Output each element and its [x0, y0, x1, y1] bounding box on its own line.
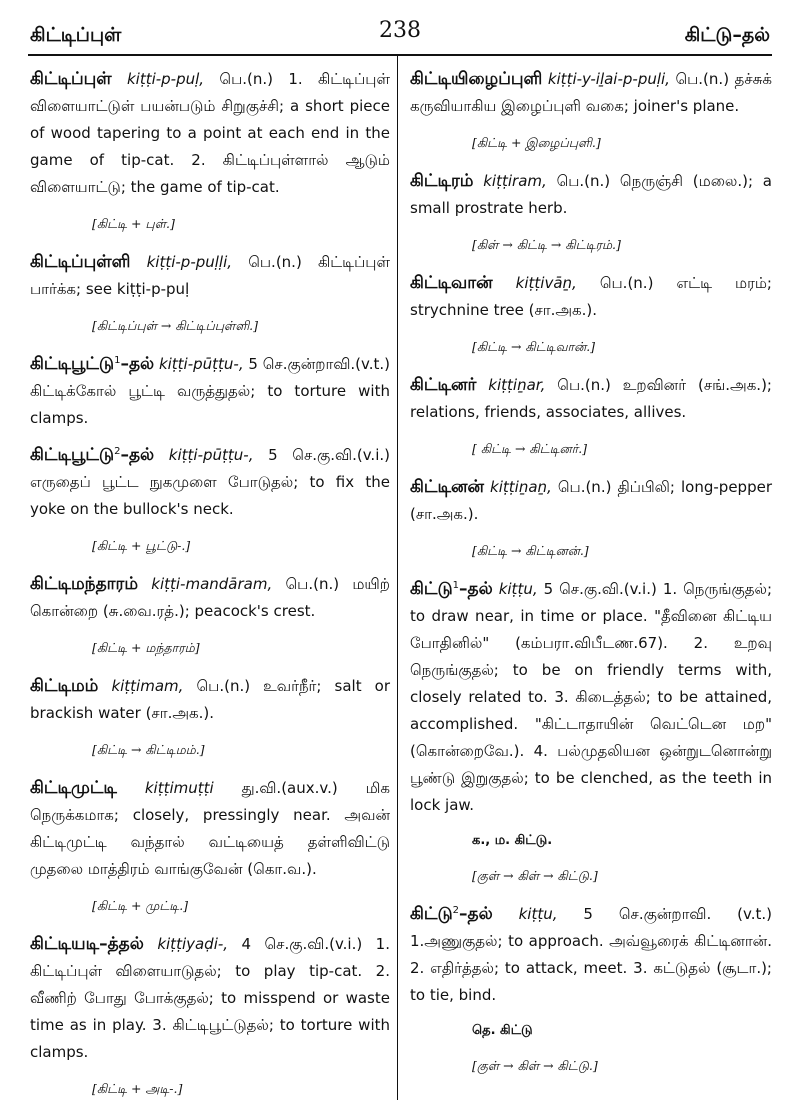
- etymology: [கிட்டி + அடி-.]: [92, 1081, 183, 1096]
- headword: கிட்டிப்புள்ளி: [30, 252, 131, 272]
- headword-suffix: –தல்: [120, 354, 155, 374]
- entry-kittimandaram: [30, 571, 390, 625]
- homonym-number: 1: [114, 355, 121, 366]
- etymology: [கிட்டி → கிட்டினன்.]: [472, 543, 589, 558]
- headword: கிட்டிமம்: [30, 676, 99, 696]
- headword: கிட்டிமுட்டி: [30, 778, 117, 798]
- etymology: [கிட்டி + மந்தாரம்]: [92, 640, 200, 655]
- left-column: [30, 66, 390, 1114]
- definition: பெ.(n.) கிட்டிப்புள் பார்க்க; see kiṭṭi-p-puḷ: [30, 253, 390, 298]
- definition: பெ.(n.) 1. கிட்டிப்புள் விளையாட்டுள் பயன்படும் சிறுகுச்சி; a short piece of wood tapering to a point at each end in the game of tip-cat. 2. கிட்டிப்புள்ளால் ஆடும் விளையாட்டு; the game of tip-cat.: [30, 70, 390, 196]
- definition: பெ.(n.) மயிற் கொன்றை (சு.வை.ரத்.); peacock's crest.: [30, 575, 390, 620]
- entry-kittinan: [410, 474, 772, 528]
- entry-kittiputtu-2: [30, 442, 390, 523]
- headword: கிட்டினர்: [410, 375, 477, 395]
- etymology: [குள் → கிள் → கிட்டு.]: [472, 1058, 598, 1073]
- entry-kittimutti: [30, 775, 390, 883]
- definition: 5 செ.கு.வி.(v.i.) எருதைப் பூட்ட நுகமுளை போடுதல்; to fix the yoke on the bullock's neck.: [30, 446, 390, 518]
- entry-kittiputtu-1: [30, 351, 390, 432]
- etymology: [கிட்டி + முட்டி.]: [92, 898, 189, 913]
- definition: பெ.(n.) உறவினர் (சங்.அக.); relations, friends, associates, allives.: [410, 376, 772, 421]
- entry-kittu-1: [410, 576, 772, 819]
- definition: 4 செ.கு.வி.(v.i.) 1. கிட்டிப்புள் விளையாடுதல்; to play tip-cat. 2. வீணிற் போது போக்குதல்; to misspend or waste time as in play. 3. கிட்டிபூட்டுதல்; to torture with clamps.: [30, 935, 390, 1061]
- headword: கிட்டிப்புள்: [30, 69, 112, 89]
- entry-kittu-2: [410, 901, 772, 1009]
- homonym-number: 2: [114, 446, 121, 457]
- etymology: [கிள் → கிட்டி → கிட்டிரம்.]: [472, 237, 621, 252]
- headword: கிட்டிமந்தாரம்: [30, 574, 138, 594]
- headword-suffix: –தல்: [120, 445, 155, 465]
- entry-kittiram: [410, 168, 772, 222]
- etymology: [கிட்டி + புள்.]: [92, 216, 175, 231]
- etymology: [குள் → கிள் → கிட்டு.]: [472, 868, 598, 883]
- transliteration: kiṭṭimuṭṭi: [144, 779, 214, 797]
- entry-kittippul: [30, 66, 390, 201]
- transliteration: kiṭṭiram,: [483, 172, 547, 190]
- transliteration: kiṭṭiyaḍi-,: [157, 935, 229, 953]
- entry-kittippulli: [30, 249, 390, 303]
- headword: கிட்டிபூட்டு: [30, 445, 115, 465]
- etymology: [கிட்டி → கிட்டிவான்.]: [472, 339, 596, 354]
- homonym-number: 2: [452, 905, 460, 916]
- headword: கிட்டியிழைப்புளி: [410, 69, 543, 89]
- headword-suffix: –தல்: [459, 904, 493, 924]
- entry-kittiyadi: [30, 931, 390, 1066]
- headword: கிட்டிவான்: [410, 273, 493, 293]
- headword: கிட்டிபூட்டு: [30, 354, 115, 374]
- transliteration: kiṭṭiṉaṉ,: [490, 478, 552, 496]
- transliteration: kiṭṭimam,: [111, 677, 184, 695]
- headword: கிட்டு: [410, 904, 453, 924]
- definition: பெ.(n.) திப்பிலி; long-pepper (சா.அக.).: [410, 478, 772, 523]
- headword-suffix: –தல்: [459, 579, 493, 599]
- etymology: [கிட்டி + பூட்டு-.]: [92, 538, 191, 553]
- right-guide-word: கிட்டு–தல்: [684, 24, 770, 46]
- headword: கிட்டு: [410, 579, 453, 599]
- transliteration: kiṭṭi-pūṭṭu-,: [168, 446, 254, 464]
- transliteration: kiṭṭiṉar,: [488, 376, 546, 394]
- entry-kittinar: [410, 372, 772, 426]
- etymology: [கிட்டி → கிட்டிமம்.]: [92, 742, 205, 757]
- transliteration: kiṭṭi-pūṭṭu-,: [158, 355, 244, 373]
- headword: கிட்டினன்: [410, 477, 484, 497]
- headword-suffix: –த்தல்: [99, 934, 144, 954]
- header-rule: [28, 54, 772, 56]
- etymology: [ கிட்டி → கிட்டினர்.]: [472, 441, 588, 456]
- transliteration: kiṭṭi-mandāram,: [151, 575, 273, 593]
- entry-kittivan: [410, 270, 772, 324]
- definition: பெ.(n.) தச்சுக் கருவியாகிய இழைப்புளி வகை; joiner's plane.: [410, 70, 772, 115]
- right-column: [410, 66, 772, 1091]
- entry-kittimam: [30, 673, 390, 727]
- definition: 5 செ.குன்றாவி.(v.t.) கிட்டிக்கோல் பூட்டி வருத்துதல்; to torture with clamps.: [30, 355, 390, 427]
- etymology: [கிட்டிப்புள் → கிட்டிப்புள்ளி.]: [92, 318, 259, 333]
- definition: பெ.(n.) எட்டி மரம்; strychnine tree (சா.அக.).: [410, 274, 772, 319]
- transliteration: kiṭṭi-p-puḷḷi,: [146, 253, 233, 271]
- transliteration: kiṭṭi-y-iḻai-p-puḷi,: [547, 70, 670, 88]
- definition: பெ.(n.) நெருஞ்சி (மலை.); a small prostrate herb.: [410, 172, 772, 217]
- cognates: தெ. கிட்டு: [472, 1023, 533, 1038]
- left-guide-word: கிட்டிப்புள்: [30, 24, 122, 46]
- headword: கிட்டியடி: [30, 934, 100, 954]
- definition: 5 செ.கு.வி.(v.i.) 1. நெருங்குதல்; to draw near, in time or place. "தீவினை கிட்டிய போதினில்" (கம்பரா.விபீடண.67). 2. உறவு நெருங்குதல்; to be on friendly terms with, closely related to. 3. கிடைத்தல்; to be attained, accomplished. "கிட்டாதாயின் வெட்டென மற" (கொன்றைவே.). 4. பல்முதலியன ஒன்றுடனொன்று பூண்டு இறுகுதல்; to be clenched, as the teeth in lock jaw.: [410, 580, 772, 814]
- homonym-number: 1: [452, 580, 460, 591]
- page-header: [30, 0, 770, 50]
- definition: து.வி.(aux.v.) மிக நெருக்கமாக; closely, pressingly near. அவன் கிட்டிமுட்டி வந்தால் வட்டியைத் தள்ளிவிட்டு முதலை மாத்திரம் வாங்குவேன் (கொ.வ.).: [30, 779, 390, 878]
- transliteration: kiṭṭi-p-puḷ,: [126, 70, 205, 88]
- transliteration: kiṭṭivāṉ,: [515, 274, 577, 292]
- entry-kittiyizhaippuli: [410, 66, 772, 120]
- column-divider: [397, 56, 398, 1100]
- transliteration: kiṭṭu,: [498, 580, 538, 598]
- page-number: 238: [379, 18, 421, 43]
- definition: 5 செ.குன்றாவி. (v.t.) 1.அணுகுதல்; to approach. அவ்வூரைக் கிட்டினான். 2. எதிர்த்தல்; to attack, meet. 3. கட்டுதல் (சூடா.); to tie, bind.: [410, 905, 772, 1004]
- definition: பெ.(n.) உவர்நீர்; salt or brackish water (சா.அக.).: [30, 677, 390, 722]
- cognates: க., ம. கிட்டு.: [472, 833, 553, 848]
- etymology: [கிட்டி + இழைப்புளி.]: [472, 135, 601, 150]
- transliteration: kiṭṭu,: [518, 905, 558, 923]
- headword: கிட்டிரம்: [410, 171, 474, 191]
